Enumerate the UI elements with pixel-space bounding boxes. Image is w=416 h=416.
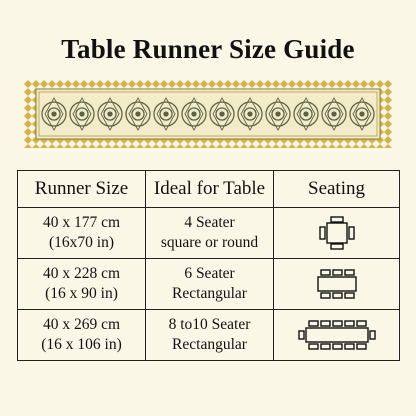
page-title: Table Runner Size Guide bbox=[61, 34, 355, 64]
size-cm: 40 x 177 cm bbox=[42, 214, 121, 231]
table-shape: Rectangular bbox=[172, 336, 247, 353]
runner-size-cell bbox=[18, 310, 146, 361]
seating-cell bbox=[274, 259, 400, 310]
seater-count: 6 Seater bbox=[184, 265, 235, 282]
seater-count: 8 to10 Seater bbox=[168, 316, 251, 333]
size-in: (16 x 106 in) bbox=[41, 336, 122, 353]
seating-cell bbox=[274, 208, 400, 259]
seating-cell bbox=[274, 310, 400, 361]
runner-size-cell bbox=[18, 259, 146, 310]
size-in: (16 x 90 in) bbox=[45, 285, 118, 302]
header-runner-size: Runner Size bbox=[18, 171, 146, 208]
ten-seat-rectangular-table-icon bbox=[297, 318, 377, 352]
header-seating: Seating bbox=[274, 171, 400, 208]
table-row bbox=[18, 259, 400, 310]
table-row bbox=[18, 310, 400, 361]
ideal-table-cell bbox=[146, 208, 274, 259]
size-guide-table bbox=[17, 170, 400, 361]
size-cm: 40 x 228 cm bbox=[42, 265, 121, 282]
ideal-table-cell bbox=[146, 259, 274, 310]
size-in: (16x70 in) bbox=[48, 234, 114, 251]
table-runner-image bbox=[24, 80, 392, 148]
six-seat-rectangular-table-icon bbox=[307, 267, 367, 301]
size-cm: 40 x 269 cm bbox=[42, 316, 121, 333]
ideal-table-cell bbox=[146, 310, 274, 361]
table-shape: square or round bbox=[160, 234, 259, 251]
table-shape: Rectangular bbox=[172, 285, 247, 302]
table-header-row bbox=[18, 171, 400, 208]
header-ideal-for-table: Ideal for Table bbox=[146, 171, 274, 208]
four-seat-square-table-icon bbox=[313, 215, 361, 251]
table-row bbox=[18, 208, 400, 259]
seater-count: 4 Seater bbox=[184, 214, 235, 231]
runner-size-cell bbox=[18, 208, 146, 259]
